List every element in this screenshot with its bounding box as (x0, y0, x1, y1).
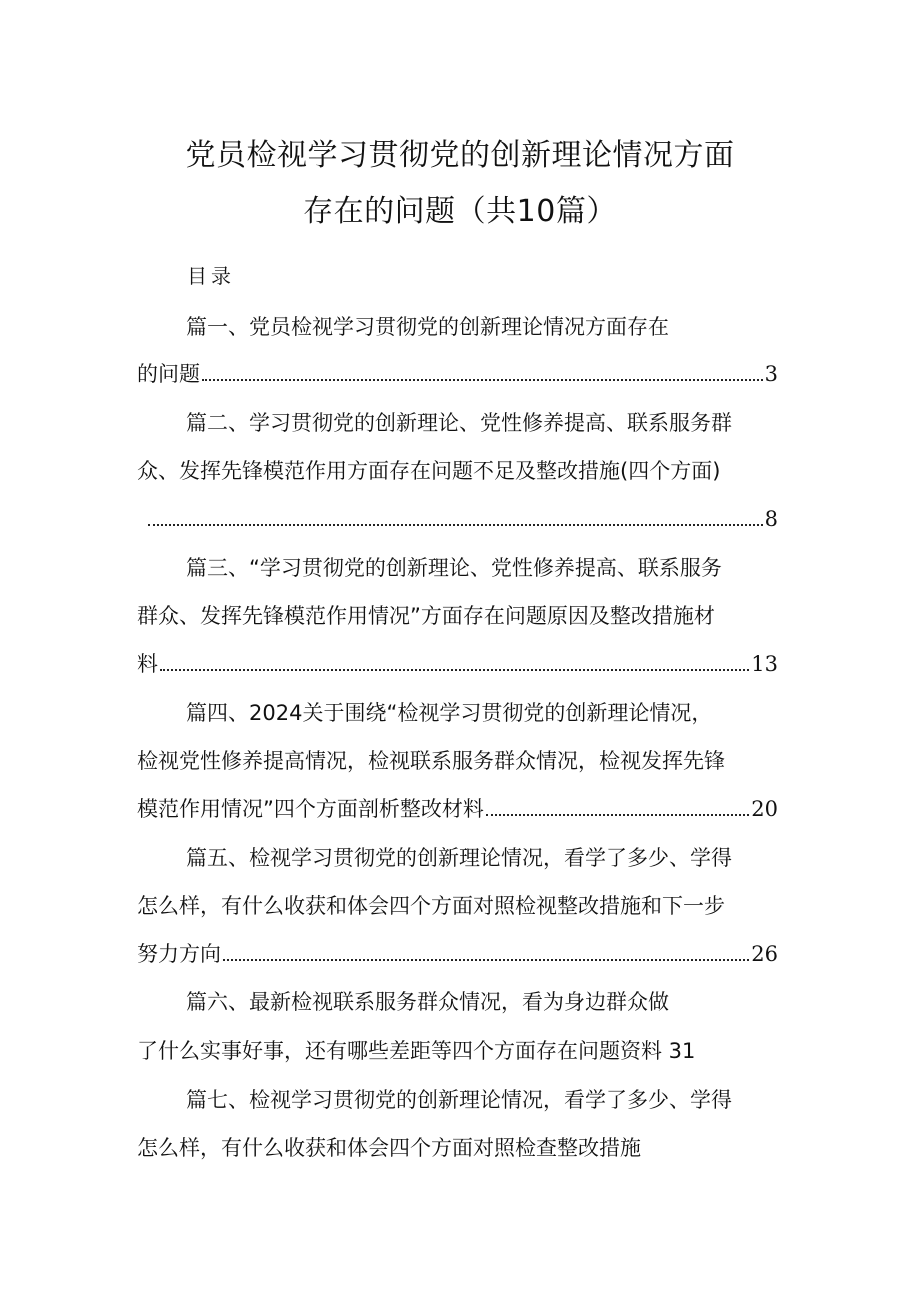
leader-dots (202, 379, 763, 381)
toc-entry-5-line-2: 怎么样，有什么收获和体会四个方面对照检视整改措施和下一步 (137, 894, 725, 918)
toc-entry-4-line-1: 篇四、2024关于围绕“检视学习贯彻党的创新理论情况， (186, 701, 713, 725)
toc-entry-2-line-1: 篇二、学习贯彻党的创新理论、党性修养提高、联系服务群 (186, 411, 732, 435)
toc-entry-4-line-2: 检视党性修养提高情况，检视联系服务群众情况，检视发挥先锋 (137, 749, 725, 773)
toc-entry-1-last-text: 的问题 (137, 362, 200, 386)
toc-entry-5-last-text: 努力方向 (137, 942, 221, 966)
toc-entry-3-line-1: 篇三、“学习贯彻党的创新理论、党性修养提高、联系服务 (186, 556, 722, 580)
document-title-line-2: 存在的问题（共10篇） (303, 194, 617, 229)
leader-dots (486, 814, 749, 816)
leader-dots (223, 959, 749, 961)
toc-entry-3-page: 13 (751, 652, 778, 676)
toc-entry-3-line-2: 群众、发挥先锋模范作用情况”方面存在问题原因及整改措施材 (137, 604, 715, 628)
toc-entry-3-last-text: 料 (137, 652, 158, 676)
toc-entry-2-page: 8 (764, 507, 778, 531)
toc-entry-6-line-1: 篇六、最新检视联系服务群众情况，看为身边群众做 (186, 990, 669, 1014)
toc-entry-5-last-line[interactable] (137, 939, 778, 969)
toc-heading: 目录 (187, 264, 235, 288)
toc-entry-1-last-line[interactable] (137, 359, 778, 389)
leader-dots (148, 524, 763, 526)
toc-entry-5-page: 26 (751, 942, 778, 966)
toc-entry-2-line-2: 众、发挥先锋模范作用方面存在问题不足及整改措施(四个方面) (137, 459, 721, 483)
toc-entry-1-page: 3 (764, 362, 778, 386)
toc-entry-4-last-text: 模范作用情况”四个方面剖析整改材料 (137, 797, 484, 821)
toc-entry-2-last-line[interactable] (146, 504, 778, 534)
toc-entry-4-page: 20 (751, 797, 778, 821)
document-title-line-1: 党员检视学习贯彻党的创新理论情况方面 (185, 138, 735, 173)
toc-entry-6-line-2[interactable]: 了什么实事好事，还有哪些差距等四个方面存在问题资料 31 (137, 1039, 696, 1063)
toc-entry-7-line-1: 篇七、检视学习贯彻党的创新理论情况，看学了多少、学得 (186, 1088, 732, 1112)
toc-entry-1-line-1: 篇一、党员检视学习贯彻党的创新理论情况方面存在 (186, 315, 669, 339)
toc-entry-5-line-1: 篇五、检视学习贯彻党的创新理论情况，看学了多少、学得 (186, 846, 732, 870)
toc-entry-3-last-line[interactable] (137, 649, 778, 679)
toc-entry-4-last-line[interactable] (137, 794, 778, 824)
leader-dots (160, 669, 749, 671)
toc-entry-7-line-2: 怎么样，有什么收获和体会四个方面对照检查整改措施 (137, 1136, 641, 1160)
